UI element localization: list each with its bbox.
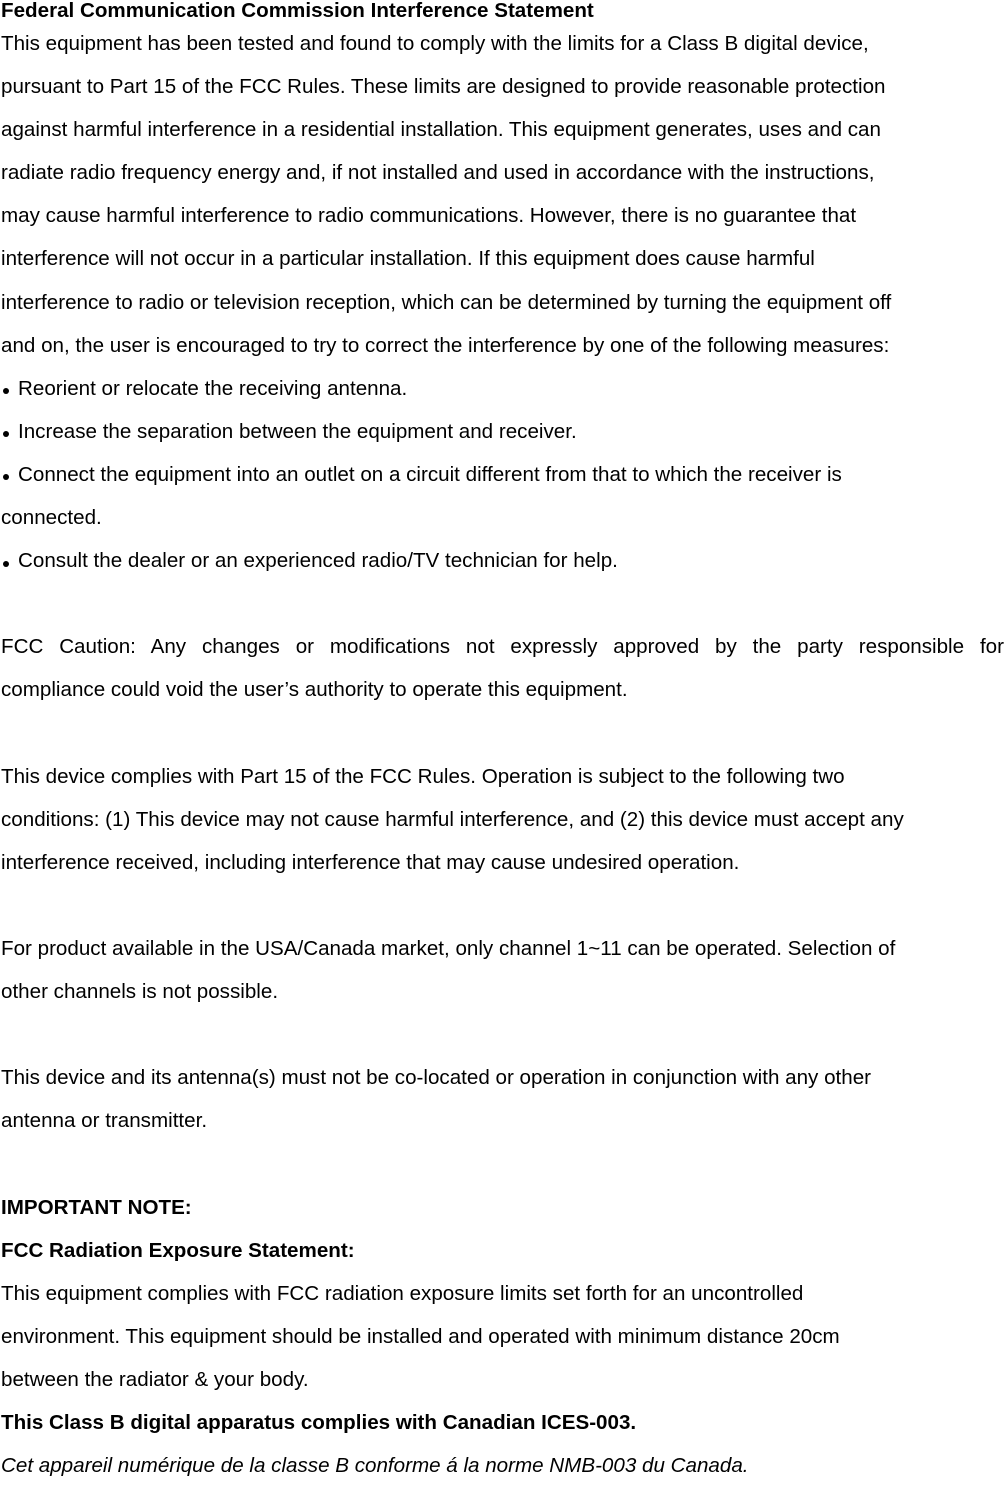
list-item [1, 539, 1004, 582]
intro-line: pursuant to Part 15 of the FCC Rules. These limits are designed to provide reasonable protection [1, 75, 886, 99]
nmb-statement: Cet appareil numérique de la classe B conforme á la norme NMB-003 du Canada. [1, 1454, 749, 1478]
list-item-text: Consult the dealer or an experienced radio/TV technician for help. [18, 549, 618, 573]
part15-line: This device complies with Part 15 of the FCC Rules. Operation is subject to the following two [1, 764, 845, 788]
ices-statement: This Class B digital apparatus complies with Canadian ICES-003. [1, 1411, 637, 1434]
channel-line: other channels is not possible. [1, 980, 279, 1004]
spacer [1, 884, 1004, 927]
part15-line: interference received, including interference that may cause undesired operation. [1, 850, 740, 874]
intro-line: interference will not occur in a particular installation. If this equipment does cause harmful [1, 247, 815, 271]
radiation-line: between the radiator & your body. [1, 1367, 309, 1391]
caution-line: FCC Caution: Any changes or modifications not expressly approved by the party responsible for [1, 635, 1004, 659]
bullet-icon [3, 561, 9, 567]
colocation-paragraph [1, 1056, 1004, 1142]
channel-line: For product available in the USA/Canada market, only channel 1~11 can be operated. Selection of [1, 936, 896, 960]
bullet-icon [3, 431, 9, 437]
part15-paragraph [1, 755, 1004, 884]
colocation-line: antenna or transmitter. [1, 1109, 208, 1133]
channel-paragraph [1, 927, 1004, 1013]
intro-line: This equipment has been tested and found to comply with the limits for a Class B digital device, [1, 32, 869, 55]
radiation-exposure-heading: FCC Radiation Exposure Statement: [1, 1238, 355, 1262]
list-item-text: Increase the separation between the equipment and receiver. [18, 419, 577, 443]
bullet-icon [3, 388, 9, 394]
list-item [1, 453, 1004, 496]
part15-line: conditions: (1) This device may not cause harmful interference, and (2) this device must accept any [1, 807, 904, 831]
bullet-icon [3, 474, 9, 480]
document-page [1, 0, 1004, 1487]
radiation-line: This equipment complies with FCC radiation exposure limits set forth for an uncontrolled [1, 1281, 804, 1305]
list-item-continuation: connected. [1, 506, 102, 530]
radiation-paragraph [1, 1272, 1004, 1401]
list-item [1, 410, 1004, 453]
document-title: Federal Communication Commission Interference Statement [1, 0, 594, 22]
radiation-line: environment. This equipment should be installed and operated with minimum distance 20cm [1, 1324, 840, 1348]
list-item-text: Connect the equipment into an outlet on a circuit different from that to which the receiver is [18, 462, 842, 486]
spacer [1, 582, 1004, 625]
intro-line: radiate radio frequency energy and, if not installed and used in accordance with the instructions, [1, 161, 875, 185]
measures-list [1, 367, 1004, 582]
intro-line: may cause harmful interference to radio communications. However, there is no guarantee that [1, 204, 857, 228]
important-note-heading: IMPORTANT NOTE: [1, 1195, 192, 1219]
spacer [1, 1142, 1004, 1185]
fcc-caution-paragraph [1, 625, 1004, 711]
list-item [1, 367, 1004, 410]
intro-line: against harmful interference in a residential installation. This equipment generates, uses and can [1, 118, 881, 142]
intro-line: and on, the user is encouraged to try to correct the interference by one of the following measures: [1, 333, 890, 357]
spacer [1, 712, 1004, 755]
caution-line: compliance could void the user’s authority to operate this equipment. [1, 678, 628, 702]
colocation-line: This device and its antenna(s) must not be co-located or operation in conjunction with any other [1, 1066, 872, 1090]
intro-line: interference to radio or television reception, which can be determined by turning the equipment off [1, 290, 892, 314]
spacer [1, 1013, 1004, 1056]
intro-paragraph [1, 22, 1004, 367]
list-item-text: Reorient or relocate the receiving antenna. [18, 376, 408, 400]
